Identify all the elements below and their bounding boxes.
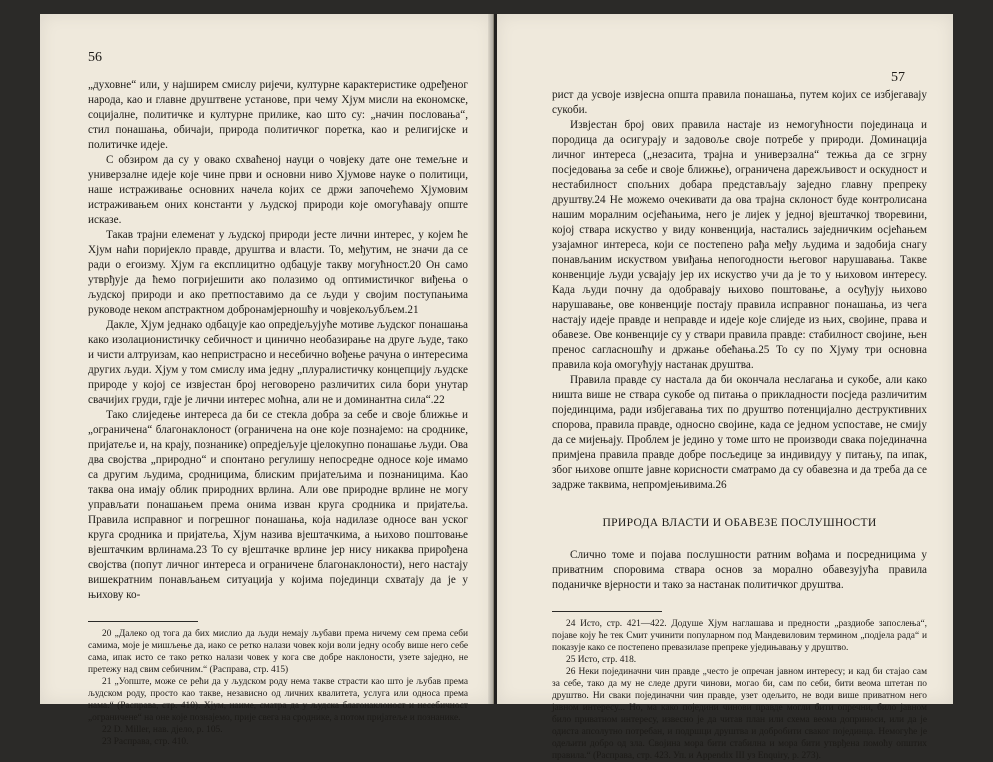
page-number: 56 — [88, 50, 102, 65]
paragraph: Дакле, Хјум једнако одбацује као опредјељујуће мотиве људског понашања како изолационистичку себичност и цинично необазирање на друге људе, тако и чисти алтруизам, као непристрасно и несебично вођење рачуна о интересима других људи. Хјум у том смислу има једну „плуралистичку концепцију људске природе у којој се извјестан број неговорено различитих сила бори унутар свачијих груди, гдје је лични интерес моћна, али не и доминантна сила“.22 — [88, 319, 468, 406]
footnotes — [88, 609, 468, 748]
paragraph: Тако слиједење интереса да би се стекла добра за себе и своје ближње и „ограничена“ благонаклоност (ограничена на оне које познајемо: на сроднике, пријатеље и, на крају, познанике) опредјељује цјелокупно понашање људи. Ова два својства „природно“ и спонтано регулишу непосредне односе које имамо са другим људима, сродницима, блиским пријатељима и познаницима. Као таква она имају облик природних врлина. Али ове природне врлине не могу управљати понашањем према онима изван круга сродника и пријатеља. Правила исправног и погрешног понашања, која надилазе односе ван уског круга сродника и пријатеља, Хјум назива вјештачкима, а њихово поштовање вјештачким врлинама.23 То су вјештачке врлине јер нису никаква прирођена својства (попут личног интереса и ограничене благонаклоности), него настају вишекратним понављањем ситуација у којима појединци схватају да је у њихову ко- — [88, 409, 468, 601]
footnote: 23 Расправа, стр. 410. — [102, 737, 189, 747]
paragraph: рист да усвоје извјесна општа правила понашања, путем којих се избјегавају сукоби. — [552, 89, 927, 116]
page-number: 57 — [891, 70, 905, 85]
left-page — [40, 14, 494, 747]
footnote: 26 Неки појединачни чин правде „често је опречан јавном интересу; и кад би стајао сам за себе, тако да му не следе други чинови, могао би, сам по себи, бити веома штетан по друштво. Ни сваки појединачни чин правде, узет одељито, не води више приватном него јавном интересу... Но, ма како поједини чинови правде могли бити опречни, било јавном било приватном интересу, извесно је да читав план или схема веома доприноси, или да је одиста апсолутно потребан, и подршци друштва и добробити сваког појединца. Немогуће је одељити добро од зла. Својина мора бити стабилна и мора бити утврђена помоћу општих правила.“ (Расправа, стр. 423. Уп. и Appendix III уз Enquiry, p. 273). — [552, 667, 927, 761]
footnote-rule — [88, 621, 198, 622]
footnote-rule — [552, 611, 662, 612]
paragraph: Правила правде су настала да би окончала неслагања и сукобе, али како ништа више не ствара сукобе од питања о прикладности посједа различитим појединцима, ради избјегавања тих по друштво потенцијално деструктивних спорова, правила правде, односно својине, када се једном успоставе, не смију да се мијењају. Проблем је једино у томе што не производи свака појединачна примјена правила правде добре посљедице за индивидуу у питању, па ипак, због њихове опште јавне корисности сматрамо да су обавезна и да треба да се задрже таквима, непромјењивима.26 — [552, 374, 927, 491]
paragraph: Такав трајни елеменат у људској природи јесте лични интерес, у којем ће Хјум наћи поријекло правде, друштва и власти. То, међутим, не значи да се ради о егоизму. Хјум га експлицитно одбацује такву могућност.20 Он само утврђује да ћемо погријешити ако полазимо од оптимистичког виђења о људској природи и ако претпоставимо да се људи у својим поступањима руководе неком апстрактном добронамјерношћу и човјекољубљем.21 — [88, 229, 468, 316]
right-page-body — [552, 88, 927, 762]
section-heading: ПРИРОДА ВЛАСТИ И ОБАВЕЗЕ ПОСЛУШНОСТИ — [602, 516, 877, 529]
paragraph: Слично томе и појава послушности ратним вођама и посредницима у приватним споровима ствара основ за морално обавезујућа правила поданичке вјерности и тако за настанак политичког друштва. — [552, 549, 927, 591]
footnotes — [552, 599, 927, 762]
footnote: 22 D. Miller, нав. дјело, p. 105. — [102, 725, 223, 735]
footnote: 25 Исто, стр. 418. — [566, 655, 637, 665]
paragraph: С обзиром да су у овако схваћеној науци о човјеку дате оне темељне и универзалне идеје које чине први и основни ниво Хјумове науке о политици, наше истраживање основних начела којих се држи започећемо Хјумовим истраживањем оних константи у људској природи које омогућавају опште исказе. — [88, 154, 468, 226]
footnote: 24 Исто, стр. 421—422. Додуше Хјум наглашава и предности „раздиобе запослења“, појаве коју ће тек Смит учинити популарном под Мандевиловим термином „подјела рада“ и показује како се постепено превазилазе препреке уједињавању у друштво. — [552, 619, 927, 653]
left-page-body — [88, 78, 468, 748]
footnote: 21 „Уопште, може се рећи да у људском роду нема такве страсти као што је љубав према људском роду, просто као такве, независно од личних квалитета, услуга или односа према нама.“ (Расправа, стр. 410). Хјум, наиме, сматра да у људска благонаклоност и несебичност „ограничене“ на оне које познајемо, прије свега на сроднике, а потом пријатеље и познанике. — [88, 677, 468, 723]
paragraph: Извјестан број ових правила настаје из немогућности појединаца и породица да осигурају и задовоље своје потребе у природи. Доминација личног интереса („незасита, трајна и универзална“ тежња да се згрну посједовања за себе и своје ближње), ограничена дарежљивост и оскудност и нестабилност спољних добара представљају заједно главну препреку друштву.24 Не можемо очекивати да ова трајна склоност буде контролисана нашим моралним осјећањима, него је лијек у једној вјештачкој творевини, којој ствара искуство у виду конвенција, настались заједничким осјећањем узајамног интереса, који се постепено рађа међу људима и задобија снагу понављаним искуством увиђања непогодности његовог нарушавања. Такве конвенције људи усвајају јер их искуство учи да је то у њиховом интересу. Када људи почну да одобравају њихово поштовање, а осуђују њихово нарушавање, ове конвенције постају правила исправног понашања, из чега настају идеје правде и неправде и идеје које слиједе из њих, својине, права и обавезе. Ове конвенције су у ствари правила правде: стабилност својине, њен пренос сагласношћу и држање обећања.25 То су по Хјуму три основна правила која омогућују настанак друштва. — [552, 119, 927, 371]
footnote: 20 „Далеко од тога да бих мислио да људи немају љубави према ничему сем према себи самима, моје је мишљење да, иако се ретко налази човек који воли једну особу више него себе сама, ипак исто се тако ретко налази човек у кога све добре наклоности, узете заједно, не претежу над свим себичним.“ (Расправа, стр. 415) — [88, 629, 468, 675]
paragraph: „духовне“ или, у најширем смислу ријечи, културне карактеристике одређеног народа, као и главне друштвене установе, при чему Хјум мисли на економске, социјалне, политичке и културне прилике, као што су: „начин пословања“, стил понашања, обичаји, природа политичког поретка, као и религијске и политичке идеје. — [88, 79, 468, 151]
right-page — [497, 14, 953, 761]
